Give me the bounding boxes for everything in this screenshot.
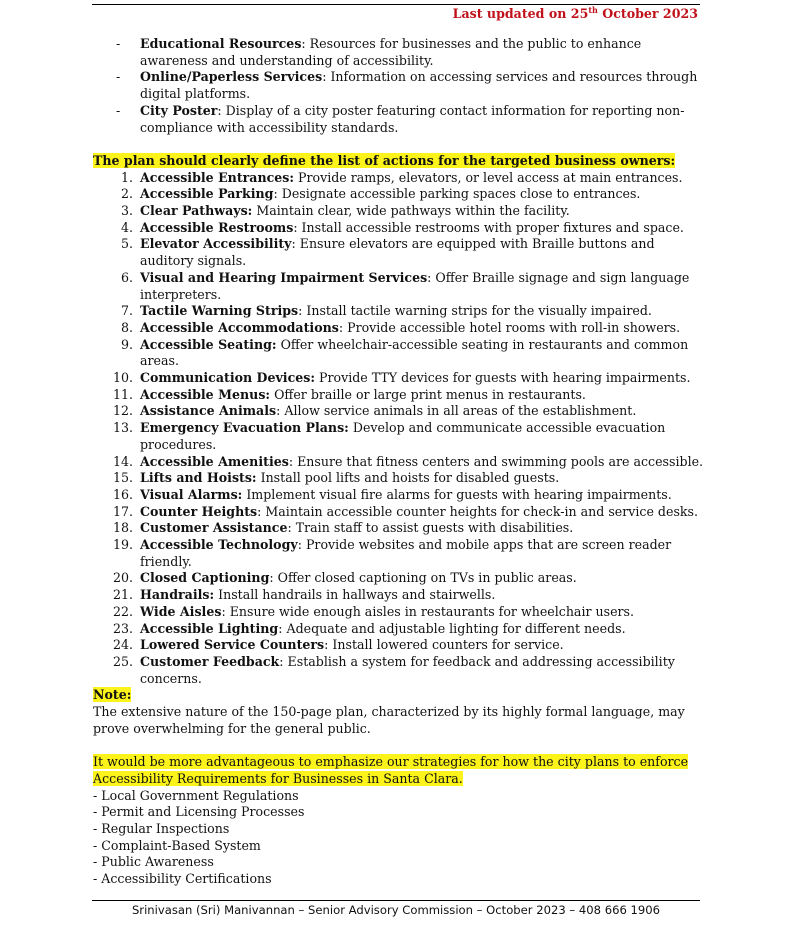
- action-text: Implement visual fire alarms for guests with hearing impairments.: [242, 486, 672, 502]
- strategy-item: - Local Government Regulations: [93, 787, 299, 803]
- action-text: : Ensure that fitness centers and swimming pools are accessible.: [288, 453, 704, 469]
- action-term: Accessible Seating:: [140, 336, 277, 352]
- action-item: [93, 621, 705, 638]
- action-term: Visual Alarms:: [140, 486, 243, 502]
- action-item: [93, 470, 705, 487]
- action-text: : Install lowered counters for service.: [324, 637, 564, 653]
- action-number: 21.: [112, 587, 133, 603]
- action-term: Accessible Accommodations: [140, 319, 339, 335]
- action-term: Lowered Service Counters: [140, 637, 325, 653]
- action-number: 24.: [112, 637, 133, 653]
- action-item: [93, 220, 705, 237]
- action-text: : Designate accessible parking spaces close to entrances.: [273, 186, 641, 202]
- action-item: [93, 170, 705, 187]
- action-item: [93, 504, 705, 521]
- action-text: : Establish a system for feedback and addressing accessibility concerns.: [140, 654, 675, 686]
- action-number: 25.: [112, 654, 133, 669]
- strategy-item: - Regular Inspections: [93, 821, 230, 837]
- resource-list: [93, 36, 705, 136]
- strategy-item: - Accessibility Certifications: [93, 871, 272, 887]
- strategies-heading: It would be more advantageous to emphasize our strategies for how the city plans to enforce Accessibility Requirements for Businesses in Santa Clara.: [93, 754, 689, 786]
- strategy-item: - Complaint-Based System: [93, 837, 261, 853]
- action-item: [93, 654, 705, 687]
- action-term: Accessible Amenities: [140, 453, 289, 469]
- action-number: 15.: [112, 470, 133, 486]
- action-item: [93, 604, 705, 621]
- action-number: 16.: [112, 486, 133, 502]
- action-text: Develop and communicate accessible evacuation procedures.: [140, 420, 666, 452]
- action-number: 12.: [112, 403, 133, 419]
- action-term: Customer Feedback: [140, 654, 280, 669]
- action-text: Offer braille or large print menus in restaurants.: [270, 386, 586, 402]
- action-term: Clear Pathways:: [140, 203, 253, 219]
- action-text: : Ensure elevators are equipped with Braille buttons and auditory signals.: [140, 236, 655, 269]
- note-label: Note:: [93, 687, 132, 703]
- action-term: Lifts and Hoists:: [140, 470, 257, 486]
- action-text: : Train staff to assist guests with disabilities.: [287, 520, 574, 536]
- action-text: : Maintain accessible counter heights for check-in and service desks.: [257, 503, 698, 519]
- action-number: 8.: [120, 319, 133, 335]
- resource-item: - City Poster: Display of a city poster featuring contact information for reporting non-compliance with accessibility standards.: [116, 102, 685, 135]
- action-item: [93, 303, 705, 320]
- action-item: [93, 587, 705, 604]
- bottom-rule: [92, 900, 700, 901]
- resource-item: - Educational Resources: Resources for businesses and the public to enhance awareness and understanding of accessibility.: [116, 36, 642, 68]
- action-item: [93, 320, 705, 337]
- action-number: 1.: [120, 169, 133, 185]
- page-content: [93, 36, 705, 888]
- action-term: Handrails:: [140, 587, 215, 603]
- action-item: [93, 420, 705, 453]
- strategy-item: - Public Awareness: [93, 854, 214, 870]
- action-text: : Offer Braille signage and sign language interpreters.: [140, 269, 690, 302]
- action-text: : Adequate and adjustable lighting for different needs.: [278, 620, 626, 636]
- action-item: [93, 186, 705, 203]
- strategies-list: [93, 788, 705, 888]
- action-term: Tactile Warning Strips: [140, 303, 299, 319]
- action-item: [93, 203, 705, 220]
- action-number: 13.: [112, 420, 133, 436]
- action-term: Wide Aisles: [140, 603, 222, 619]
- action-text: : Allow service animals in all areas of the establishment.: [276, 403, 637, 419]
- action-number: 2.: [120, 186, 133, 202]
- action-item: [93, 537, 705, 570]
- action-term: Accessible Menus:: [140, 386, 271, 402]
- action-term: Accessible Parking: [140, 186, 274, 202]
- action-text: Install pool lifts and hoists for disabled guests.: [256, 470, 560, 486]
- action-text: Provide ramps, elevators, or level access at main entrances.: [294, 169, 683, 185]
- action-item: [93, 487, 705, 504]
- action-text: Install handrails in hallways and stairwells.: [214, 587, 496, 603]
- action-number: 3.: [120, 203, 133, 219]
- strategy-item: - Permit and Licensing Processes: [93, 804, 305, 820]
- action-text: : Provide websites and mobile apps that are screen reader friendly.: [140, 537, 672, 569]
- action-item: [93, 337, 705, 370]
- action-number: 22.: [112, 603, 133, 619]
- action-term: Emergency Evacuation Plans:: [140, 420, 349, 436]
- actions-heading: The plan should clearly define the list of actions for the targeted business owners:: [93, 152, 676, 168]
- actions-list: [93, 170, 705, 688]
- action-number: 5.: [120, 236, 133, 252]
- action-term: Accessible Technology: [140, 537, 298, 553]
- action-text: Maintain clear, wide pathways within the facility.: [252, 203, 570, 219]
- action-term: Accessible Entrances:: [140, 169, 295, 185]
- action-text: Provide TTY devices for guests with hearing impairments.: [315, 370, 691, 386]
- action-text: : Ensure wide enough aisles in restaurants for wheelchair users.: [221, 603, 635, 619]
- action-number: 18.: [112, 520, 133, 536]
- action-term: Accessible Restrooms: [140, 219, 294, 235]
- action-number: 11.: [112, 386, 133, 402]
- action-text: : Install accessible restrooms with proper fixtures and space.: [293, 219, 684, 235]
- action-text: : Install tactile warning strips for the visually impaired.: [298, 303, 652, 319]
- action-item: [93, 454, 705, 471]
- action-number: 23.: [112, 620, 133, 636]
- action-term: Elevator Accessibility: [140, 236, 292, 252]
- note-text: The extensive nature of the 150-page plan, characterized by its highly formal language, may prove overwhelming for the general public.: [93, 704, 685, 736]
- action-term: Accessible Lighting: [140, 620, 279, 636]
- action-number: 19.: [112, 537, 133, 553]
- action-item: [93, 637, 705, 654]
- action-number: 6.: [120, 269, 133, 285]
- action-term: Closed Captioning: [140, 570, 270, 586]
- action-item: [93, 387, 705, 404]
- action-term: Counter Heights: [140, 503, 258, 519]
- action-text: : Provide accessible hotel rooms with roll-in showers.: [338, 319, 681, 335]
- action-term: Assistance Animals: [140, 403, 277, 419]
- action-text: : Offer closed captioning on TVs in public areas.: [269, 570, 577, 586]
- action-item: [93, 270, 705, 303]
- action-item: [93, 236, 705, 269]
- action-number: 20.: [112, 570, 133, 586]
- action-term: Customer Assistance: [140, 520, 288, 536]
- action-number: 17.: [112, 503, 133, 519]
- page-footer: Srinivasan (Sri) Manivannan – Senior Advisory Commission – October 2023 – 408 666 1906: [131, 903, 661, 917]
- action-item: [93, 570, 705, 587]
- action-item: [93, 520, 705, 537]
- action-item: [93, 403, 705, 420]
- action-term: Communication Devices:: [140, 370, 315, 386]
- action-term: Visual and Hearing Impairment Services: [140, 269, 428, 285]
- resource-item: - Online/Paperless Services: Information on accessing services and resources through digital platforms.: [116, 69, 698, 102]
- action-item: [93, 370, 705, 387]
- action-number: 7.: [120, 303, 133, 319]
- last-updated: Last updated on 25th October 2023: [452, 4, 698, 21]
- action-number: 14.: [112, 453, 133, 469]
- action-number: 9.: [120, 336, 133, 352]
- action-number: 10.: [112, 370, 133, 386]
- action-text: Offer wheelchair-accessible seating in restaurants and common areas.: [140, 336, 689, 369]
- action-number: 4.: [120, 219, 133, 235]
